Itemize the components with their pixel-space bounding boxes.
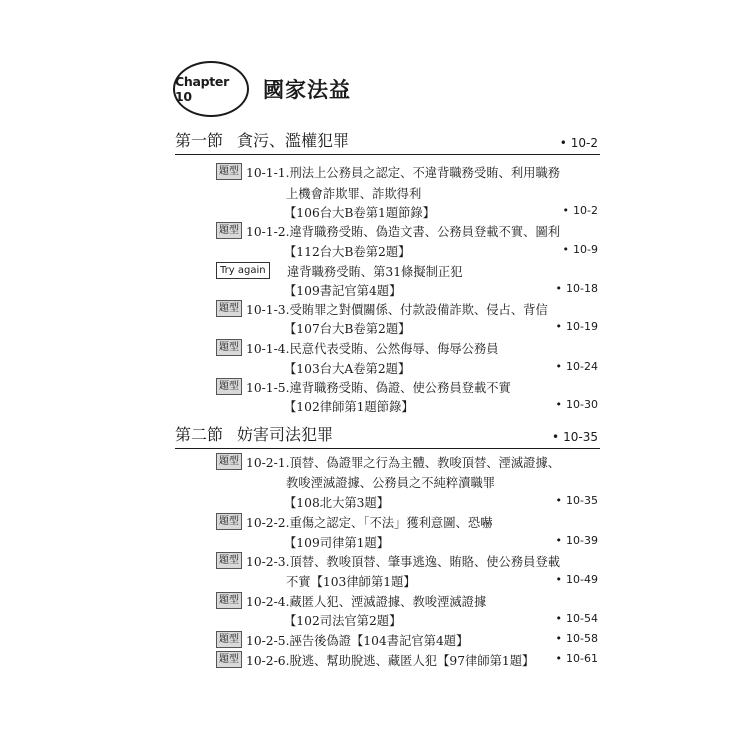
entry-text: 10-1-1.刑法上公務員之認定、不違背職務受賄、利用職務 xyxy=(246,166,561,180)
section-title: 妨害司法犯罪 xyxy=(237,425,334,444)
question-type-badge: 題型 xyxy=(216,552,242,569)
toc-entry[interactable] xyxy=(216,261,600,281)
entry-text: 【102律師第1題節錄】 xyxy=(284,400,414,414)
entry-text: 【108北大第3題】 xyxy=(284,496,390,510)
entry-text: 10-2-3.頂替、教唆頂替、肇事逃逸、賄賂、使公務員登載 xyxy=(246,555,561,569)
question-type-badge: 題型 xyxy=(216,339,242,356)
section-number: 第二節 xyxy=(175,425,224,444)
toc-entry[interactable] xyxy=(216,630,600,650)
entry-text: 不實【103律師第1題】 xyxy=(286,575,416,589)
entry-text: 【103台大A卷第2題】 xyxy=(284,362,411,376)
toc-entry[interactable] xyxy=(216,472,600,492)
entry-text: 10-1-5.違背職務受賄、偽證、使公務員登載不實 xyxy=(246,381,511,395)
toc-entry[interactable] xyxy=(216,650,600,670)
question-type-badge: 題型 xyxy=(216,592,242,609)
page-number: • 10-2 xyxy=(562,204,598,217)
page-number: • 10-24 xyxy=(555,360,598,373)
toc-entry[interactable] xyxy=(216,221,600,241)
chapter-title: 國家法益 xyxy=(263,78,351,102)
toc-entry[interactable] xyxy=(216,280,600,300)
page-number: • 10-18 xyxy=(555,282,598,295)
page-number: • 10-35 xyxy=(552,430,598,444)
toc-entry[interactable] xyxy=(216,492,600,512)
toc-entry[interactable] xyxy=(216,338,600,358)
question-type-badge: 題型 xyxy=(216,651,242,668)
toc-entry[interactable] xyxy=(216,571,600,591)
toc-entry[interactable] xyxy=(216,591,600,611)
entry-text: 10-1-3.受賄罪之對價關係、付款設備詐欺、侵占、背信 xyxy=(246,303,548,317)
toc-entry[interactable] xyxy=(216,358,600,378)
toc-entry[interactable] xyxy=(216,162,600,182)
toc-entry[interactable] xyxy=(216,512,600,532)
page-number: • 10-54 xyxy=(555,612,598,625)
entry-text: 上機會詐欺罪、詐欺得利 xyxy=(286,187,422,201)
page-number: • 10-61 xyxy=(555,652,598,665)
page-number: • 10-9 xyxy=(562,243,598,256)
entry-text: 10-2-2.重傷之認定、「不法」獲利意圖、恐嚇 xyxy=(246,516,493,530)
entry-text: 【106台大B卷第1題節錄】 xyxy=(284,206,436,220)
entry-text: 10-1-2.違背職務受賄、偽造文書、公務員登載不實、圖利 xyxy=(246,225,561,239)
question-type-badge: 題型 xyxy=(216,378,242,395)
entry-text: 教唆湮滅證據、公務員之不純粹瀆職罪 xyxy=(286,476,496,490)
entry-text: 10-2-6.脫逃、幫助脫逃、藏匿人犯【97律師第1題】 xyxy=(246,654,535,668)
entry-text: 違背職務受賄、第31條擬制正犯 xyxy=(287,265,463,279)
toc-entry[interactable] xyxy=(216,183,600,203)
page-number: • 10-49 xyxy=(555,573,598,586)
entry-text: 10-2-1.頂替、偽證罪之行為主體、教唆頂替、湮滅證據、 xyxy=(246,456,561,470)
question-type-badge: 題型 xyxy=(216,163,242,180)
page-number: • 10-30 xyxy=(555,398,598,411)
page-number: • 10-2 xyxy=(559,136,598,150)
section-heading-1[interactable] xyxy=(175,128,600,155)
section-title: 貪污、濫權犯罪 xyxy=(237,131,350,150)
entry-text: 10-2-5.誣告後偽證【104書記官第4題】 xyxy=(246,634,469,648)
toc-entry[interactable] xyxy=(216,532,600,552)
try-again-badge: Try again xyxy=(216,262,270,279)
toc-entry[interactable] xyxy=(216,318,600,338)
page-number: • 10-39 xyxy=(555,534,598,547)
chapter-badge: Chapter 10 xyxy=(173,61,249,117)
entry-text: 10-1-4.民意代表受賄、公然侮辱、侮辱公務員 xyxy=(246,342,499,356)
question-type-badge: 題型 xyxy=(216,513,242,530)
question-type-badge: 題型 xyxy=(216,300,242,317)
entry-text: 10-2-4.藏匿人犯、湮滅證據、教唆湮滅證據 xyxy=(246,595,487,609)
toc-entry[interactable] xyxy=(216,551,600,571)
entry-text: 【112台大B卷第2題】 xyxy=(284,245,411,259)
toc-entry[interactable] xyxy=(216,377,600,397)
section-number: 第一節 xyxy=(175,131,224,150)
page-number: • 10-58 xyxy=(555,632,598,645)
toc-entry[interactable] xyxy=(216,452,600,472)
entry-text: 【109司律第1題】 xyxy=(284,536,390,550)
page-number: • 10-35 xyxy=(555,494,598,507)
question-type-badge: 題型 xyxy=(216,631,242,648)
chapter-header xyxy=(173,62,351,116)
entry-text: 【107台大B卷第2題】 xyxy=(284,322,411,336)
toc-entry[interactable] xyxy=(216,241,600,261)
toc-entry[interactable] xyxy=(216,610,600,630)
toc-entry[interactable] xyxy=(216,202,600,222)
page-number: • 10-19 xyxy=(555,320,598,333)
entry-text: 【102司法官第2題】 xyxy=(284,614,402,628)
section-heading-2[interactable] xyxy=(175,422,600,449)
entry-text: 【109書記官第4題】 xyxy=(284,284,402,298)
toc-entry[interactable] xyxy=(216,396,600,416)
question-type-badge: 題型 xyxy=(216,222,242,239)
question-type-badge: 題型 xyxy=(216,453,242,470)
toc-entry[interactable] xyxy=(216,299,600,319)
